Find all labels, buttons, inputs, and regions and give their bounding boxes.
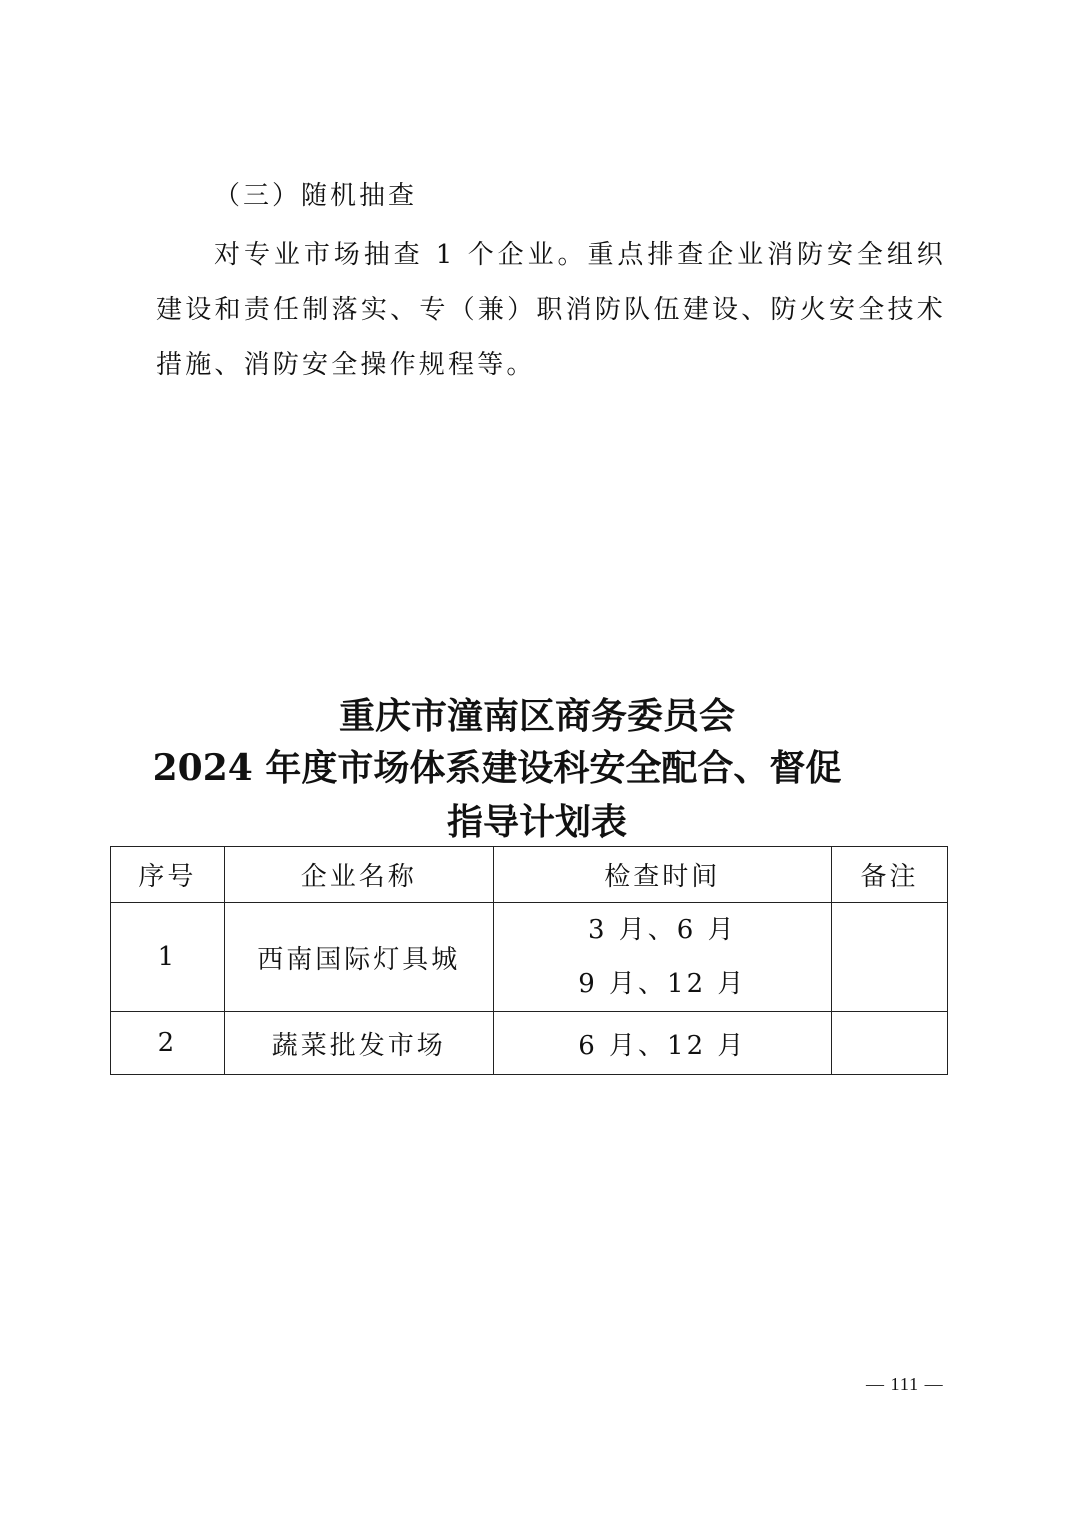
inspection-plan-table — [110, 846, 948, 1075]
table-header-row — [111, 847, 948, 903]
table-row — [111, 1012, 948, 1075]
header-serial-number: 序号 — [111, 847, 225, 903]
cell-company-name: 蔬菜批发市场 — [224, 1012, 493, 1075]
cell-serial-number: 2 — [111, 1012, 225, 1075]
cell-inspection-time: 6 月、12 月 — [493, 1012, 832, 1075]
document-title-line3: 指导计划表 — [446, 801, 627, 843]
document-title-line1: 重庆市潼南区商务委员会 — [338, 695, 735, 737]
header-company-name: 企业名称 — [224, 847, 493, 903]
cell-remarks — [832, 903, 948, 1012]
page-number: — 111 — — [866, 1374, 944, 1394]
inspection-time-line: 9 月、12 月 — [578, 969, 747, 999]
document-title-line2: 2024 年度市场体系建设科安全配合、督促 — [152, 747, 842, 789]
inspection-time-line: 3 月、6 月 — [587, 915, 737, 945]
cell-remarks — [832, 1012, 948, 1075]
header-remarks: 备注 — [832, 847, 948, 903]
cell-serial-number: 1 — [111, 903, 225, 1012]
cell-inspection-time — [493, 903, 832, 1012]
cell-company-name: 西南国际灯具城 — [224, 903, 493, 1012]
section-heading: （三）随机抽查 — [214, 181, 418, 211]
table-row — [111, 903, 948, 1012]
header-inspection-time: 检查时间 — [493, 847, 832, 903]
section-paragraph: 对专业市场抽查 1 个企业。重点排查企业消防安全组织建设和责任制落实、专（兼）职消防队伍建设、防火安全技术措施、消防安全操作规程等。 — [156, 240, 946, 380]
